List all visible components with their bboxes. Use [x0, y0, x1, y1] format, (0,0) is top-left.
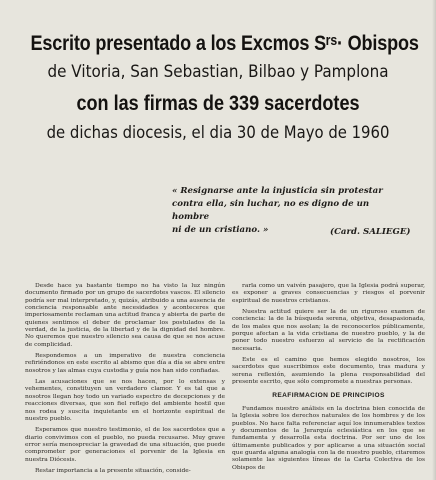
body-column-left	[25, 283, 225, 479]
body-paragraph: Nuestra actitud quiere ser la de un riguroso examen de conciencia: la de la búsqueda serena, objetiva, desapasionada, de los males que nos asolan; la de reconocerlos públicamente, porque afectan a la vida cristiana de nuestro pueblo, y la de poner todo nuestro esfuerzo al servicio de la rectificación necesaria.	[232, 309, 425, 352]
title-line-4: de dichas diocesis, el dia 30 de Mayo de 1960	[46, 123, 390, 142]
quote-line-1: « Resignarse ante la injusticia sin protestar	[172, 186, 383, 196]
body-paragraph: Esperamos que nuestro testimonio, el de los sacerdotes que a diario convivimos con el pueblo, no pueda recusarse. Muy grave error sería menospreciar la gravedad de una situación, que puede comprometer por generaciones el porvenir de la Iglesia en nuestra Diócesis.	[25, 427, 225, 463]
body-paragraph: Respondemos a un imperativo de nuestra conciencia refiriéndonos en este escrito al abismo que día a día se abre entre nosotros y las almas cuya custodia y guía nos han sido confiadas.	[25, 353, 225, 374]
title-line-2: de Vitoria, San Sebastian, Bilbao y Pamplona	[47, 62, 389, 81]
quote-line-2: contra ella, sin luchar, no es digno de un hombre	[172, 199, 370, 222]
body-paragraph: Desde hace ya bastante tiempo no ha visto la luz ningún documento firmado por un grupo de sacerdotes vascos. El silencio podría ser mal interpretado, y, quizás, atribuido a una ausencia de conciencia responsable ante necesidades y aconteceres que imperiosamente reclaman una actitud franca y abierta de parte de quienes sentimos el deber de proclamar los postulados de la verdad, de la justicia, de la libertad y de la dignidad del hombre. No queremos que nuestro silencio sea causa de que se nos acuse de complicidad.	[25, 283, 225, 348]
title-line-1: Escrito presentado a los Excmos Sʳˢ· Obispos	[30, 32, 419, 55]
section-heading: REAFIRMACION DE PRINCIPIOS	[272, 392, 385, 400]
quote-signature: (Card. SALIEGE)	[330, 227, 411, 237]
body-paragraph: Restar importancia a la presente situación, conside-	[35, 467, 191, 474]
body-paragraph: Las acusaciones que se nos hacen, por lo extensas y vehementes, constituyen un verdadero clamor. Y es tal que a nosotros llegan hoy todo un variado espectro de decepciones y de reacciones diversas, que son fiel reflejo del ambiente hostil que nos rodea y suscita inquietante en el horizonte espiritual de nuestro pueblo.	[25, 379, 225, 422]
body-paragraph: Este es el camino que hemos elegido nosotros, los sacerdotes que suscribimos este documento, tras madura y serena reflexión, asumiendo la plena responsabilidad del presente escrito, que sólo compromete a nuestras personas.	[232, 357, 425, 386]
body-paragraph: rarla como un vaivén pasajero, que la Iglesia podrá superar, es exponer a graves consecuencias y riesgos el porvenir espiritual de nuestros cristianos.	[232, 283, 425, 304]
body-column-right	[232, 283, 425, 476]
page-edge-shadow	[432, 0, 436, 480]
title-line-3: con las firmas de 339 sacerdotes	[76, 92, 360, 115]
quote-line-3: ni de un cristiano. »	[172, 225, 269, 235]
body-paragraph: Fundamos nuestro análisis en la doctrina bien conocida de la Iglesia sobre los derechos naturales de los hombres y de los pueblos. No hace falta referenciar aquí los innumerables textos y documentos de la Jerarquía eclesiástica en los que se fundamenta y desarrolla esta doctrina. Por ser uno de los últimamente publicados y por aplicarse a una situación social que guarda alguna analogía con la de nuestro pueblo, citaremos solamente las siguientes líneas de la Carta Colectiva de los Obispos de	[232, 405, 425, 471]
